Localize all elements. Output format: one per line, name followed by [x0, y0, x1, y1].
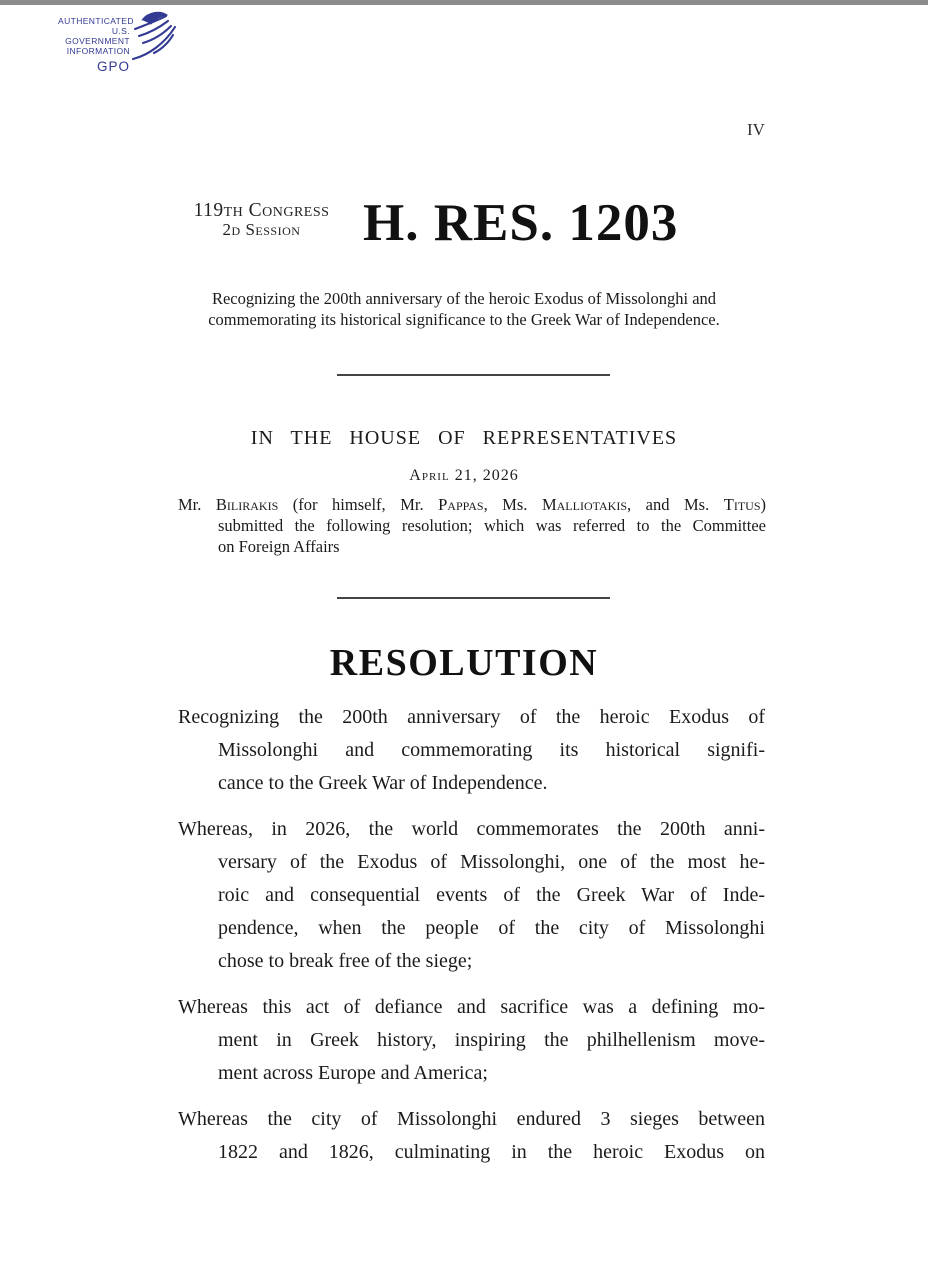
text-line: Whereas this act of defiance and sacrifice was a defining mo-	[178, 996, 765, 1018]
text-line: Recognizing the 200th anniversary of the heroic Exodus of	[178, 706, 765, 728]
chamber-heading: IN THE HOUSE OF REPRESENTATIVES	[250, 427, 678, 449]
whereas-clause	[178, 991, 765, 1090]
text-line: ment in Greek history, inspiring the philhellenism move-	[218, 1029, 765, 1051]
text-line: ment across Europe and America;	[218, 1062, 488, 1084]
text-line: Missolonghi and commemorating its historical signifi-	[218, 739, 765, 761]
gpo-agency-label: GPO	[96, 59, 130, 74]
authentication-line: INFORMATION	[66, 46, 130, 56]
sponsor-paragraph	[178, 494, 766, 557]
text-line: Mr. Bilirakis (for himself, Mr. Pappas, Ms. Malliotakis, and Ms. Titus)	[178, 495, 767, 514]
text-line: Whereas the city of Missolonghi endured 3 sieges between	[178, 1108, 765, 1130]
text-line: Recognizing the 200th anniversary of the heroic Exodus of Missolonghi and	[211, 289, 717, 308]
official-title	[164, 288, 764, 330]
resolution-body	[178, 701, 765, 1169]
whereas-clause	[178, 813, 765, 978]
authentication-line: AUTHENTICATED	[58, 16, 134, 26]
resolution-heading: RESOLUTION	[329, 642, 599, 684]
text-line: Whereas, in 2026, the world commemorates the 200th anni-	[178, 818, 765, 840]
congress-label: 119th Congress	[193, 200, 330, 221]
authentication-line: U.S. GOVERNMENT	[65, 26, 130, 46]
page-number: IV	[747, 120, 765, 139]
text-line: versary of the Exodus of Missolonghi, one of the most he-	[218, 851, 765, 873]
text-line: cance to the Greek War of Independence.	[218, 772, 548, 794]
text-line: submitted the following resolution; which was referred to the Committee	[218, 516, 766, 535]
bill-number: H. RES. 1203	[363, 194, 679, 252]
separator-rule-bottom	[337, 597, 610, 599]
whereas-clause	[178, 1103, 765, 1169]
text-line: 1822 and 1826, culminating in the heroic Exodus on	[218, 1141, 765, 1163]
gpo-authentication-stamp	[58, 9, 178, 74]
text-line: on Foreign Affairs	[218, 537, 340, 556]
separator-rule-top	[337, 374, 610, 376]
preamble-paragraph	[178, 701, 765, 800]
text-line: chose to break free of the siege;	[218, 950, 473, 972]
congress-session-block	[178, 201, 345, 239]
scan-top-bar	[0, 0, 928, 5]
authentication-text	[58, 9, 134, 74]
text-line: pendence, when the people of the city of Missolonghi	[218, 917, 765, 939]
action-date: April 21, 2026	[409, 467, 519, 484]
session-label: 2d Session	[222, 220, 301, 239]
text-line: commemorating its historical significance to the Greek War of Independence.	[208, 310, 720, 329]
gpo-eagle-icon	[132, 9, 178, 63]
text-line: roic and consequential events of the Greek War of Inde-	[218, 884, 765, 906]
